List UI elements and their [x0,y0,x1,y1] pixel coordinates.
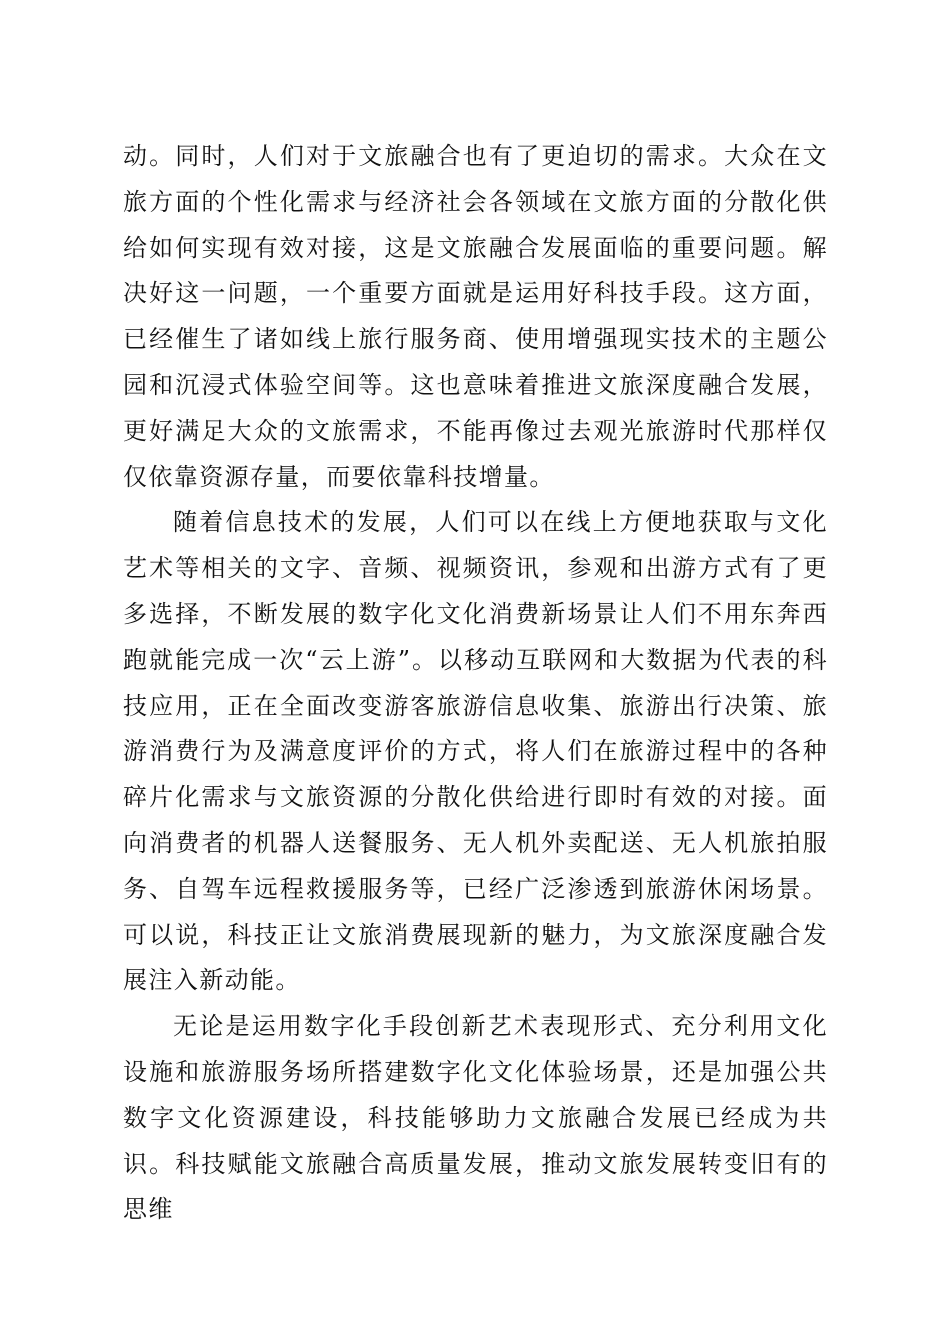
document-body [123,134,828,1233]
paragraph-continued: 动。同时，人们对于文旅融合也有了更迫切的需求。大众在文旅方面的个性化需求与经济社会各领域在文旅方面的分散化供给如何实现有效对接，这是文旅融合发展面临的重要问题。解决好这一问题，一个重要方面就是运用好科技手段。这方面，已经催生了诸如线上旅行服务商、使用增强现实技术的主题公园和沉浸式体验空间等。这也意味着推进文旅深度融合发展，更好满足大众的文旅需求，不能再像过去观光旅游时代那样仅仅依靠资源存量，而要依靠科技增量。 [123,142,828,491]
paragraph: 随着信息技术的发展，人们可以在线上方便地获取与文化艺术等相关的文字、音频、视频资讯，参观和出游方式有了更多选择，不断发展的数字化文化消费新场景让人们不用东奔西跑就能完成一次“云上游”。以移动互联网和大数据为代表的科技应用，正在全面改变游客旅游信息收集、旅游出行决策、旅游消费行为及满意度评价的方式，将人们在旅游过程中的各种碎片化需求与文旅资源的分散化供给进行即时有效的对接。面向消费者的机器人送餐服务、无人机外卖配送、无人机旅拍服务、自驾车远程救援服务等，已经广泛渗透到旅游休闲场景。可以说，科技正让文旅消费展现新的魅力，为文旅深度融合发展注入新动能。 [123,508,828,995]
paragraph: 无论是运用数字化手段创新艺术表现形式、充分利用文化设施和旅游服务场所搭建数字化文化体验场景，还是加强公共数字文化资源建设，科技能够助力文旅融合发展已经成为共识。科技赋能文旅融合高质量发展，推动文旅发展转变旧有的思维 [123,1012,828,1224]
